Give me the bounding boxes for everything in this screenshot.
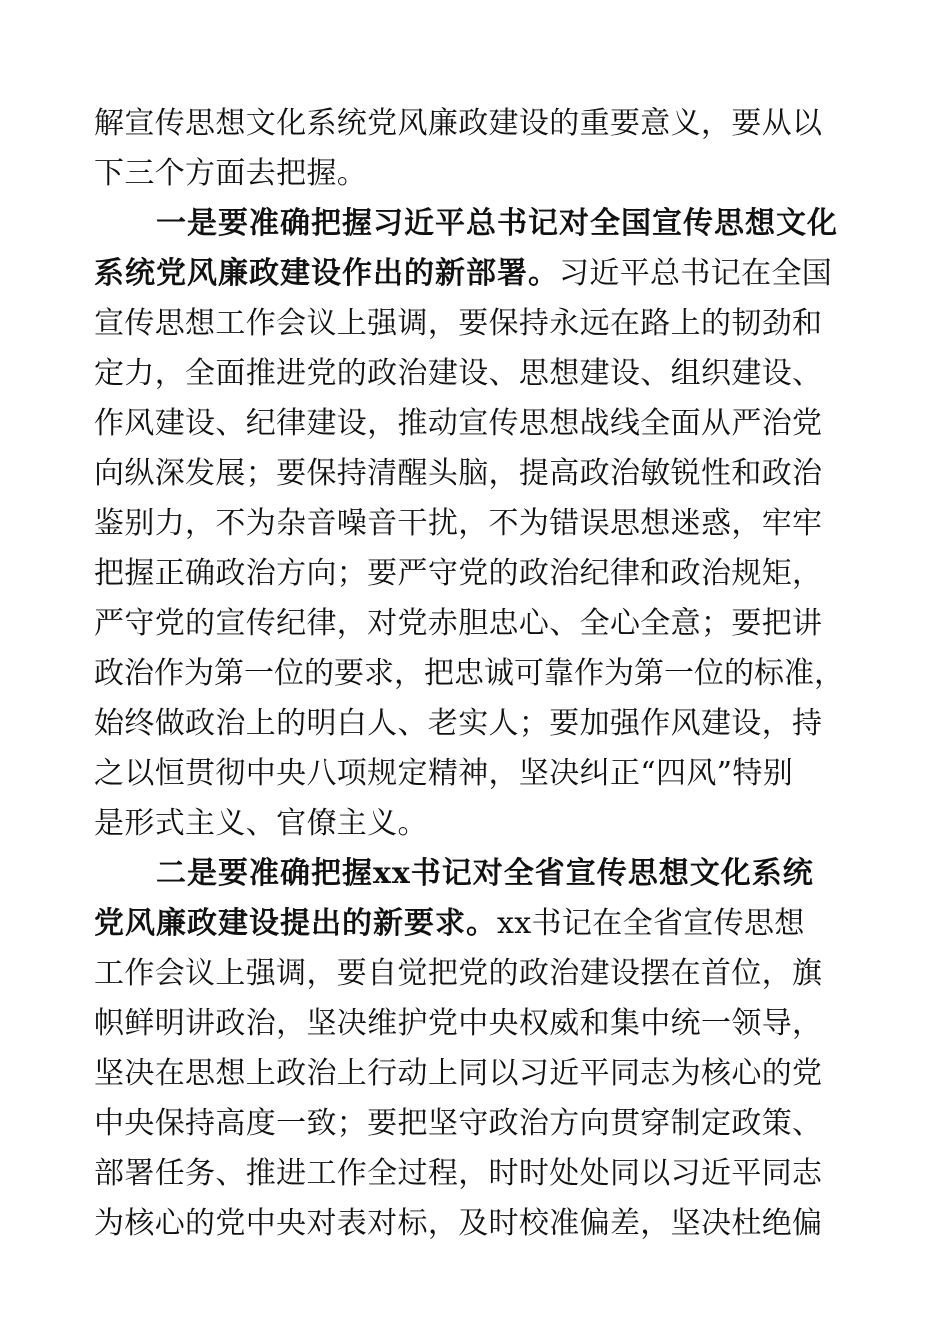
text-line: 定力，全面推进党的政治建设、思想建设、组织建设、 [94,356,823,391]
bold-heading-line: 一是要准确把握习近平总书记对全国宣传思想文化 [156,206,838,241]
text-line: 政治作为第一位的要求，把忠诚可靠作为第一位的标准， [94,656,844,691]
text-line: 中央保持高度一致；要把坚守政治方向贯穿制定政策、 [94,1106,823,1141]
text-line: 解宣传思想文化系统党风廉政建设的重要意义，要从以 [94,106,823,141]
text-line: 向纵深发展；要保持清醒头脑，提高政治敏锐性和政治 [94,456,823,491]
text-line: 下三个方面去把握。 [94,156,368,191]
body-text: 习近平总书记在全国 [559,256,833,291]
text-line: 严守党的宣传纪律，对党赤胆忠心、全心全意；要把讲 [94,606,823,641]
text-line: 坚决在思想上政治上行动上同以习近平同志为核心的党 [94,1056,823,1091]
text-line: 为核心的党中央对表对标，及时校准偏差，坚决杜绝偏 [94,1206,823,1241]
text-line: 部署任务、推进工作全过程，时时处处同以习近平同志 [94,1156,823,1191]
bold-heading-text: 系统党风廉政建设作出的新部署。 [94,256,559,291]
text-line: 鉴别力，不为杂音噪音干扰，不为错误思想迷惑，牢牢 [94,506,823,541]
text-line: 工作会议上强调，要自觉把党的政治建设摆在首位，旗 [94,956,823,991]
text-line: 作风建设、纪律建设，推动宣传思想战线全面从严治党 [94,406,823,441]
body-text: xx书记在全省宣传思想 [497,906,805,941]
text-line: 把握正确政治方向；要严守党的政治纪律和政治规矩， [94,556,823,591]
text-line: 始终做政治上的明白人、老实人；要加强作风建设，持 [94,706,823,741]
bold-heading-text: 党风廉政建设提出的新要求。 [94,906,497,941]
text-line: 是形式主义、官僚主义。 [94,806,428,841]
text-line: 宣传思想工作会议上强调，要保持永远在路上的韧劲和 [94,306,823,341]
text-line: 之以恒贯彻中央八项规定精神，坚决纠正“四风”特别 [94,756,794,791]
text-line: 帜鲜明讲政治，坚决维护党中央权威和集中统一领导， [94,1006,823,1041]
mixed-line [94,898,864,950]
bold-heading-line: 二是要准确把握xx书记对全省宣传思想文化系统 [156,856,814,891]
mixed-line [94,248,864,300]
